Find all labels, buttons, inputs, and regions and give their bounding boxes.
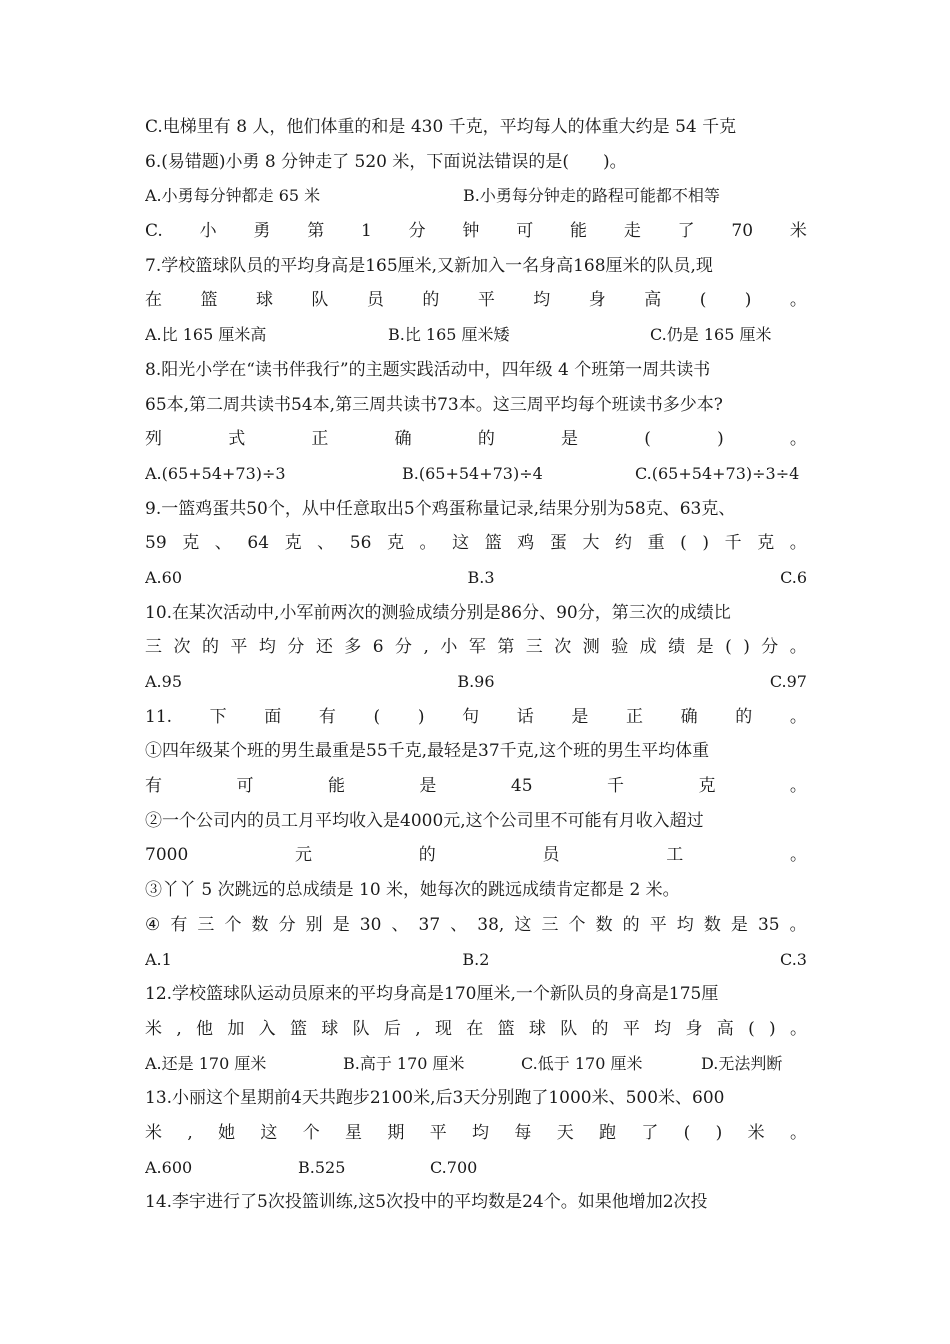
justified-token: 了 [641,1122,659,1143]
justified-token: 37 [418,914,441,935]
justified-token: 克 [284,533,302,554]
justified-token: 11. [145,706,173,727]
q7-stem-line2 [145,283,807,318]
justified-token: 7000 [145,845,189,866]
justified-token: 。 [789,1018,807,1039]
justified-token: 确 [394,429,412,450]
justified-token: 句 [462,706,480,727]
q8-options [145,457,807,492]
justified-token: 三 [197,914,215,935]
justified-token: 篮 [484,533,502,554]
justified-token: 克 [698,776,716,797]
q8-option-b: B.(65+54+73)÷4 [402,463,543,483]
justified-token: 了 [677,221,695,242]
q14-stem-line1: 14.李宇进行了5次投篮训练,这5次投中的平均数是24个。如果他增加2次投 [145,1192,708,1213]
justified-token: 分 [395,637,413,658]
justified-token: ) [717,429,724,450]
justified-token: 是 [419,776,437,797]
justified-token: 有 [145,776,162,797]
justified-token: 球 [321,1018,339,1039]
justified-token: 球 [255,290,273,311]
q6-option-b: B.小勇每分钟走的路程可能都不相等 [463,186,720,206]
q7-option-c: C.仍是 165 厘米 [650,325,772,345]
q9-option-a: A.60 [145,567,182,587]
justified-token: 鸡 [517,533,535,554]
q11-option-b: B.2 [462,949,490,969]
justified-token: 是 [561,429,579,450]
justified-token: 在 [145,290,162,311]
justified-token: 这 [514,914,532,935]
justified-token: 均 [654,1018,672,1039]
justified-token: 式 [228,429,246,450]
justified-token: 测 [582,637,600,658]
justified-token: 平 [429,1122,447,1143]
justified-token: 能 [570,221,588,242]
justified-token: 。 [789,290,807,311]
justified-token: 。 [789,914,807,935]
justified-token: 的 [422,290,440,311]
justified-token: 现 [434,1018,452,1039]
justified-token: ) [702,533,710,554]
justified-token: 。 [789,776,807,797]
justified-token: 1 [361,221,372,242]
q8-stem-line3 [145,422,807,457]
q6-option-c [145,214,807,249]
justified-token: ) [744,290,752,311]
q11-stem [145,700,807,735]
justified-token: 千 [606,776,624,797]
justified-token: 均 [533,290,551,311]
q9-option-b: B.3 [467,567,495,587]
justified-token: 的 [418,845,436,866]
question-list [145,110,807,1220]
q11-statement-2-line2 [145,838,807,873]
q11-statement-1-line1: ①四年级某个班的男生最重是55千克,最轻是37千克,这个班的男生平均体重 [145,741,710,762]
q8-stem-line1: 8.阳光小学在“读书伴我行”的主题实践活动中，四年级 4 个班第一周共读书 [145,359,711,380]
justified-token: 星 [345,1122,363,1143]
justified-token: 的 [622,914,640,935]
justified-token: ) [743,637,750,658]
justified-token: ) [769,1018,776,1039]
q13-option-b: B.525 [298,1157,346,1177]
q12-stem-line2 [145,1012,807,1047]
justified-token: 验 [611,637,629,658]
justified-token: 篮 [200,290,218,311]
justified-token: 的 [477,429,495,450]
q9-stem-line1: 9.一篮鸡蛋共50个，从中任意取出5个鸡蛋称量记录,结果分别为58克、63克、 [145,498,736,519]
justified-token: ( [725,637,732,658]
justified-token: 次 [173,637,191,658]
justified-token: 45 [510,776,533,797]
justified-token: 天 [556,1122,574,1143]
justified-token: 克 [182,533,200,554]
q13-option-c: C.700 [430,1157,478,1177]
justified-token: 三 [145,637,162,658]
justified-token: 队 [311,290,329,311]
q10-option-a: A.95 [145,672,182,691]
justified-token: 是 [696,637,714,658]
justified-token: 平 [230,637,248,658]
justified-token: ( [680,533,687,554]
justified-token: 第 [497,637,515,658]
q10-stem-line1: 10.在某次活动中,小军前两次的测验成绩分别是86分、90分，第三次的成绩比 [145,602,731,623]
justified-token: 第 [307,221,325,242]
justified-token: 确 [680,706,698,727]
justified-token: 身 [588,290,606,311]
justified-token: 三 [525,637,543,658]
justified-token: 这 [452,533,470,554]
q13-stem-line1: 13.小丽这个星期前4天共跑步2100米,后3天分别跑了1000米、500米、600 [145,1088,725,1109]
q7-options [145,318,807,353]
justified-token: 三 [541,914,559,935]
q8-stem-line2: 65本,第二周共读书54本,第三周共读书73本。这三周平均每个班读书多少本? [145,394,723,415]
justified-token: 正 [625,706,643,727]
q12-option-b: B.高于 170 厘米 [343,1053,465,1073]
justified-token: 70 [731,221,754,242]
justified-token: , [187,1122,193,1143]
justified-token: 列 [145,429,162,450]
justified-token: 分 [287,637,305,658]
justified-token: 他 [196,1018,214,1039]
q12-option-d: D.无法判断 [701,1053,783,1073]
justified-token: 可 [516,221,534,242]
justified-token: 。 [789,706,807,727]
justified-token: 小 [440,637,458,658]
justified-token: 正 [311,429,329,450]
justified-token: C. [145,221,163,242]
justified-token: 重 [647,533,665,554]
justified-token: 分 [761,637,779,658]
justified-token: 6 [372,637,384,658]
justified-token: , [176,1018,182,1039]
justified-token: 元 [295,845,312,866]
justified-token: 平 [622,1018,640,1039]
justified-token: 米 [145,1122,162,1143]
justified-token: 队 [560,1018,578,1039]
justified-token: 个 [224,914,242,935]
justified-token: 、 [450,914,468,935]
justified-token: 还 [315,637,333,658]
justified-token: 均 [472,1122,490,1143]
justified-token: 数 [251,914,269,935]
justified-token: 次 [554,637,572,658]
q7-stem-line1: 7.学校篮球队员的平均身高是165厘米,又新加入一名身高168厘米的队员,现 [145,255,713,276]
q8-option-a: A.(65+54+73)÷3 [145,463,286,483]
justified-token: 加 [227,1018,245,1039]
justified-token: 约 [615,533,633,554]
q10-option-b: B.96 [457,672,495,691]
q9-stem-line2 [145,526,807,561]
q6-options [145,179,807,214]
justified-token: , [415,1018,421,1039]
justified-token: 59 [145,533,167,554]
q7-option-a: A.比 165 厘米高 [145,325,267,345]
justified-token: 克 [757,533,775,554]
justified-token: 小 [199,221,217,242]
justified-token: 篮 [289,1018,307,1039]
q12-stem-line1: 12.学校篮球队运动员原来的平均身高是170厘米,一个新队员的身高是175厘 [145,984,719,1005]
justified-token: 30 [359,914,382,935]
justified-token: 。 [419,533,437,554]
justified-token: 篮 [497,1018,515,1039]
q12-options [145,1047,807,1082]
justified-token: 有 [170,914,188,935]
justified-token: 高 [716,1018,734,1039]
justified-token: 多 [344,637,362,658]
q13-option-a: A.600 [145,1157,193,1177]
q8-option-c: C.(65+54+73)÷3÷4 [635,463,800,483]
justified-token: 克 [386,533,404,554]
justified-token: 个 [302,1122,320,1143]
q11-option-a: A.1 [145,949,172,969]
justified-token: 员 [366,290,384,311]
justified-token: 工 [666,845,684,866]
justified-token: 数 [595,914,613,935]
justified-token: 有 [318,706,336,727]
justified-token: 面 [264,706,282,727]
justified-token: 走 [623,221,641,242]
justified-token: ( [683,1122,691,1143]
justified-token: 。 [789,533,807,554]
justified-token: 的 [735,706,753,727]
justified-token: 蛋 [549,533,567,554]
justified-token: 她 [218,1122,236,1143]
justified-token: 勇 [253,221,271,242]
justified-token: 分 [278,914,296,935]
justified-token: 的 [591,1018,609,1039]
q12-option-a: A.还是 170 厘米 [145,1053,267,1073]
q5-option-c: C.电梯里有 8 人，他们体重的和是 430 千克，平均每人的体重大约是 54 千克 [145,117,737,137]
justified-token: 是 [332,914,350,935]
q6-option-a: A.小勇每分钟都走 65 米 [145,186,321,206]
justified-token: ( [699,290,707,311]
justified-token: 能 [327,776,345,797]
justified-token: 后 [383,1018,401,1039]
justified-token: 、 [391,914,409,935]
justified-token: 可 [236,776,254,797]
justified-token: 在 [466,1018,484,1039]
justified-token: 身 [685,1018,703,1039]
justified-token: ) [715,1122,723,1143]
justified-token: 这 [260,1122,278,1143]
justified-token: ) [417,706,425,727]
justified-token: 话 [516,706,534,727]
justified-token: ④ [145,914,161,935]
justified-token: 数 [703,914,721,935]
q10-option-c: C.97 [769,672,807,691]
q11-statement-1-line2 [145,769,807,804]
justified-token: 大 [582,533,600,554]
justified-token: 、 [317,533,335,554]
q11-option-c: C.3 [780,949,807,969]
justified-token: 64 [247,533,270,554]
justified-token: 队 [352,1018,370,1039]
q11-statement-3: ③丫丫 5 次跳远的总成绩是 10 米，她每次的跳远成绩肯定都是 2 米。 [145,880,680,901]
q11-statement-2-line1: ②一个公司内的员工月平均收入是4000元,这个公司里不可能有月收入超过 [145,810,704,831]
justified-token: 。 [789,429,807,450]
justified-token: 期 [387,1122,405,1143]
q11-options [145,943,807,978]
justified-token: 球 [528,1018,546,1039]
justified-token: 员 [542,845,560,866]
justified-token: 成 [639,637,657,658]
q13-stem-line2 [145,1116,807,1151]
justified-token: ( [748,1018,755,1039]
justified-token: 绩 [668,637,686,658]
justified-token: 别 [305,914,323,935]
justified-token: 56 [349,533,372,554]
q10-stem-line2 [145,630,807,665]
justified-token: 入 [258,1018,276,1039]
justified-token: , [423,637,429,658]
justified-token: 军 [468,637,486,658]
justified-token: 米 [789,221,807,242]
justified-token: ( [373,706,381,727]
q6-stem: 6.(易错题)小勇 8 分钟走了 520 米，下面说法错误的是( )。 [145,151,627,172]
q11-statement-4 [145,908,807,943]
justified-token: 。 [789,637,807,658]
justified-token: 平 [649,914,667,935]
justified-token: 个 [568,914,586,935]
justified-token: 每 [514,1122,532,1143]
justified-token: 35 [757,914,780,935]
justified-token: 均 [258,637,276,658]
q9-option-c: C.6 [780,567,807,587]
q12-option-c: C.低于 170 厘米 [521,1053,643,1073]
q7-option-b: B.比 165 厘米矮 [388,325,510,345]
justified-token: 是 [571,706,589,727]
justified-token: 跑 [599,1122,617,1143]
justified-token: ( [644,429,651,450]
justified-token: 米 [747,1122,765,1143]
justified-token: 、 [214,533,232,554]
justified-token: 均 [676,914,694,935]
justified-token: 下 [209,706,227,727]
justified-token: 米 [145,1018,162,1039]
justified-token: 平 [477,290,495,311]
justified-token: 高 [644,290,662,311]
justified-token: 的 [201,637,219,658]
justified-token: 千 [724,533,742,554]
justified-token: 。 [789,1122,807,1143]
justified-token: 钟 [462,221,480,242]
q9-options [145,561,807,596]
justified-token: 是 [730,914,748,935]
justified-token: 分 [408,221,426,242]
justified-token: 。 [789,845,807,866]
q10-options [145,665,807,700]
q13-options [145,1151,807,1186]
justified-token: 38, [477,914,505,935]
